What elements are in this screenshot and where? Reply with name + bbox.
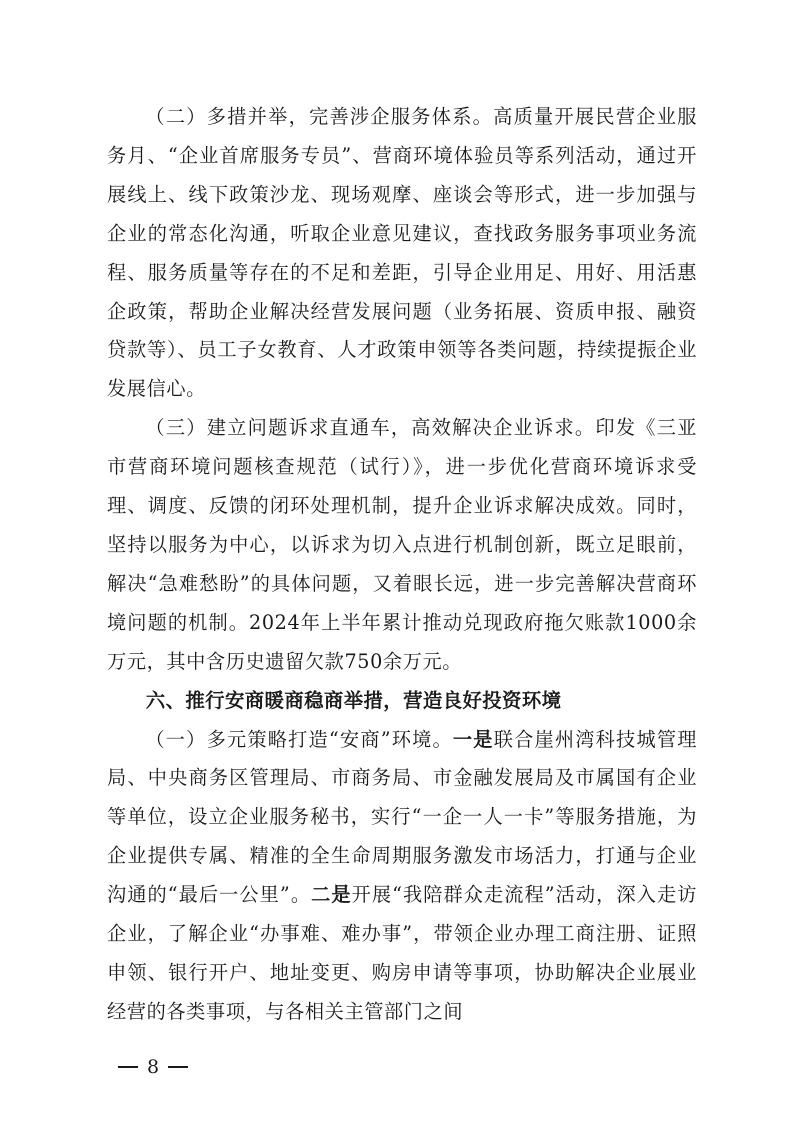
paragraph-text-second-measure: 开展“我陪群众走流程”活动，深入走访企业，了解企业“办事难、难办事”，带领企业办理工商注册、证照申领、银行开户、地址变更、购房申请等事项，协助解决企业展业经营的各类事项，与各相关主管部门之间 [107, 883, 697, 1023]
section-heading: 六、推行安商暖商稳商举措，营造良好投资环境 [145, 688, 562, 712]
paragraph-appeal-channel: （三）建立问题诉求直通车，高效解决企业诉求。印发《三亚市营商环境问题核查规范（试行）》，进一步优化营商环境诉求受理、调度、反馈的闭环处理机制，提升企业诉求解决成效。同时，坚持以服务为中心，以诉求为切入点进行机制创新，既立足眼前，解决“急难愁盼”的具体问题，又着眼长远，进一步完善解决营商环境问题的机制。2024年上半年累计推动兑现政府拖欠账款1000余万元，其中含历史遗留欠款750余万元。 [107, 416, 697, 673]
page-footer [118, 1053, 188, 1081]
page-number: 8 [147, 1056, 160, 1078]
document-body [107, 98, 697, 1032]
footer-dash-left [118, 1066, 138, 1068]
emphasis-second: 二是 [311, 883, 352, 907]
paragraph-business-environment [107, 721, 697, 1032]
footer-dash-right [168, 1066, 188, 1068]
paragraph-text-first-measure: 联合崖州湾科技城管理局、中央商务区管理局、市商务局、市金融发展局及市属国有企业等单位，设立企业服务秘书，实行“一企一人一卡”等服务措施，为企业提供专属、精准的全生命周期服务激发市场活力，打通与企业沟通的“最后一公里”。 [107, 727, 698, 907]
paragraph-text-intro: （一）多元策略打造“安商”环境。 [145, 727, 453, 751]
paragraph-service-system: （二）多措并举，完善涉企服务体系。高质量开展民营企业服务月、“企业首席服务专员”、营商环境体验员等系列活动，通过开展线上、线下政策沙龙、现场观摩、座谈会等形式，进一步加强与企业的常态化沟通，听取企业意见建议，查找政务服务事项业务流程、服务质量等存在的不足和差距，引导企业用足、用好、用活惠企政策，帮助企业解决经营发展问题（业务拓展、资质申报、融资贷款等）、员工子女教育、人才政策申领等各类问题，持续提振企业发展信心。 [107, 105, 697, 401]
emphasis-first: 一是 [452, 727, 494, 751]
